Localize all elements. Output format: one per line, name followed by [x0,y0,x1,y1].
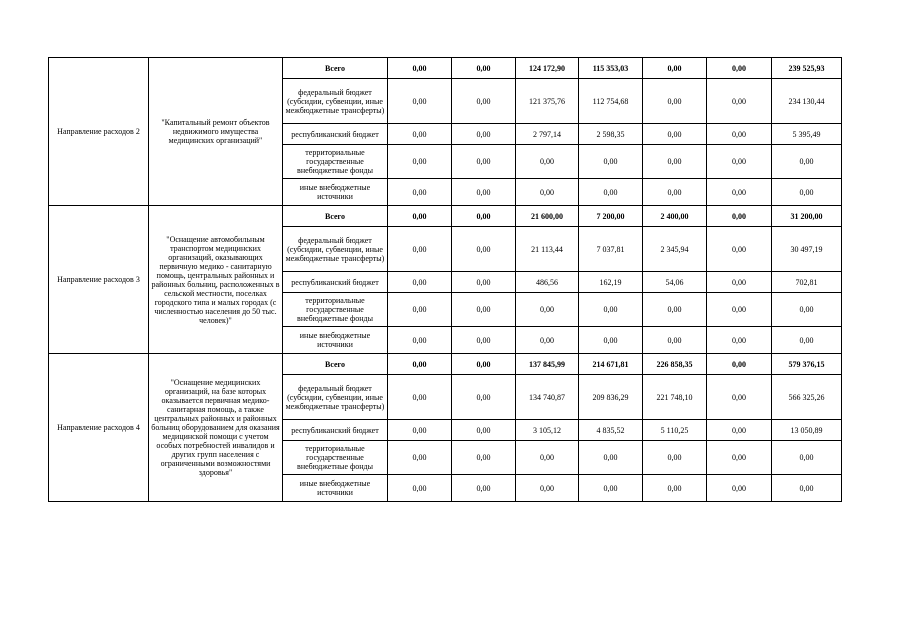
amount-cell: 0,00 [579,293,643,327]
amount-cell: 0,00 [452,145,516,179]
amount-cell: 0,00 [643,475,707,502]
amount-cell: 0,00 [643,293,707,327]
amount-cell: 0,00 [707,293,772,327]
amount-cell: 0,00 [643,327,707,354]
funding-source-cell: республиканский бюджет [283,272,388,293]
amount-cell: 2 400,00 [643,206,707,227]
amount-cell: 0,00 [388,293,452,327]
amount-cell: 137 845,99 [516,354,579,375]
amount-cell: 0,00 [452,327,516,354]
funding-source-cell: территориальные государственные внебюджетные фонды [283,441,388,475]
amount-cell: 0,00 [643,79,707,124]
funding-source-cell: федеральный бюджет (субсидии, субвенции, иные межбюджетные трансферты) [283,227,388,272]
amount-cell: 0,00 [388,227,452,272]
amount-cell: 579 376,15 [772,354,842,375]
amount-cell: 0,00 [388,79,452,124]
expense-description-cell: "Капитальный ремонт объектов недвижимого имущества медицинских организаций" [149,58,283,206]
amount-cell: 486,56 [516,272,579,293]
amount-cell: 0,00 [772,179,842,206]
amount-cell: 5 110,25 [643,420,707,441]
amount-cell: 0,00 [452,79,516,124]
funding-source-cell: Всего [283,206,388,227]
funding-source-cell: территориальные государственные внебюджетные фонды [283,145,388,179]
amount-cell: 0,00 [516,179,579,206]
amount-cell: 239 525,93 [772,58,842,79]
funding-source-cell: иные внебюджетные источники [283,475,388,502]
amount-cell: 0,00 [452,124,516,145]
amount-cell: 0,00 [707,124,772,145]
amount-cell: 0,00 [452,475,516,502]
amount-cell: 0,00 [772,293,842,327]
amount-cell: 0,00 [452,441,516,475]
amount-cell: 0,00 [707,354,772,375]
amount-cell: 221 748,10 [643,375,707,420]
amount-cell: 234 130,44 [772,79,842,124]
expense-description-cell: "Оснащение автомобильным транспортом медицинских организаций, оказывающих первичную медико - санитарную помощь, центральных районных и районных больниц, расположенных в сельской местности, поселках городского типа и малых городах (с численностью населения до 50 тыс. человек)" [149,206,283,354]
amount-cell: 0,00 [643,145,707,179]
table-row [49,354,842,375]
table-row [49,58,842,79]
amount-cell: 0,00 [707,475,772,502]
amount-cell: 0,00 [388,375,452,420]
funding-source-cell: федеральный бюджет (субсидии, субвенции, иные межбюджетные трансферты) [283,79,388,124]
amount-cell: 115 353,03 [579,58,643,79]
amount-cell: 4 835,52 [579,420,643,441]
amount-cell: 0,00 [707,420,772,441]
amount-cell: 0,00 [579,327,643,354]
amount-cell: 0,00 [452,420,516,441]
amount-cell: 0,00 [707,206,772,227]
budget-table [48,57,842,502]
amount-cell: 0,00 [707,179,772,206]
funding-source-cell: республиканский бюджет [283,420,388,441]
amount-cell: 0,00 [452,293,516,327]
amount-cell: 121 375,76 [516,79,579,124]
amount-cell: 0,00 [707,327,772,354]
amount-cell: 5 395,49 [772,124,842,145]
amount-cell: 13 050,89 [772,420,842,441]
amount-cell: 0,00 [643,441,707,475]
amount-cell: 0,00 [388,206,452,227]
amount-cell: 3 105,12 [516,420,579,441]
amount-cell: 702,81 [772,272,842,293]
funding-source-cell: Всего [283,354,388,375]
amount-cell: 0,00 [516,293,579,327]
amount-cell: 0,00 [388,124,452,145]
amount-cell: 0,00 [579,145,643,179]
amount-cell: 7 200,00 [579,206,643,227]
amount-cell: 0,00 [452,179,516,206]
funding-source-cell: иные внебюджетные источники [283,179,388,206]
funding-source-cell: федеральный бюджет (субсидии, субвенции, иные межбюджетные трансферты) [283,375,388,420]
amount-cell: 0,00 [388,179,452,206]
amount-cell: 0,00 [707,227,772,272]
amount-cell: 226 858,35 [643,354,707,375]
amount-cell: 0,00 [516,441,579,475]
funding-source-cell: Всего [283,58,388,79]
amount-cell: 0,00 [388,58,452,79]
expense-direction-cell: Направление расходов 4 [49,354,149,502]
amount-cell: 0,00 [388,354,452,375]
amount-cell: 30 497,19 [772,227,842,272]
amount-cell: 0,00 [707,441,772,475]
expense-direction-cell: Направление расходов 3 [49,206,149,354]
amount-cell: 0,00 [388,327,452,354]
amount-cell: 21 600,00 [516,206,579,227]
funding-source-cell: иные внебюджетные источники [283,327,388,354]
expense-description-cell: "Оснащение медицинских организаций, на базе которых оказывается первичная медико-санитарная помощь, а также центральных районных и районных больниц оборудованием для оказания медицинской помощи с учетом особых потребностей инвалидов и других групп населения с ограниченными возможностями здоровья" [149,354,283,502]
amount-cell: 2 345,94 [643,227,707,272]
amount-cell: 0,00 [707,79,772,124]
amount-cell: 7 037,81 [579,227,643,272]
funding-source-cell: республиканский бюджет [283,124,388,145]
amount-cell: 0,00 [579,179,643,206]
table-row [49,206,842,227]
amount-cell: 214 671,81 [579,354,643,375]
amount-cell: 0,00 [452,206,516,227]
amount-cell: 0,00 [772,441,842,475]
amount-cell: 0,00 [772,327,842,354]
amount-cell: 0,00 [452,272,516,293]
amount-cell: 0,00 [388,420,452,441]
amount-cell: 0,00 [452,227,516,272]
amount-cell: 54,06 [643,272,707,293]
expense-direction-cell: Направление расходов 2 [49,58,149,206]
amount-cell: 0,00 [643,124,707,145]
amount-cell: 0,00 [707,272,772,293]
amount-cell: 124 172,90 [516,58,579,79]
amount-cell: 0,00 [452,58,516,79]
amount-cell: 0,00 [772,475,842,502]
amount-cell: 0,00 [452,354,516,375]
amount-cell: 0,00 [388,145,452,179]
amount-cell: 0,00 [772,145,842,179]
amount-cell: 0,00 [388,441,452,475]
amount-cell: 0,00 [516,327,579,354]
amount-cell: 209 836,29 [579,375,643,420]
amount-cell: 0,00 [579,475,643,502]
amount-cell: 0,00 [388,475,452,502]
amount-cell: 0,00 [707,145,772,179]
amount-cell: 31 200,00 [772,206,842,227]
budget-document [48,57,842,502]
amount-cell: 0,00 [707,58,772,79]
amount-cell: 134 740,87 [516,375,579,420]
amount-cell: 112 754,68 [579,79,643,124]
amount-cell: 162,19 [579,272,643,293]
amount-cell: 2 598,35 [579,124,643,145]
amount-cell: 0,00 [707,375,772,420]
amount-cell: 0,00 [516,475,579,502]
amount-cell: 0,00 [643,179,707,206]
funding-source-cell: территориальные государственные внебюджетные фонды [283,293,388,327]
amount-cell: 0,00 [643,58,707,79]
amount-cell: 0,00 [516,145,579,179]
amount-cell: 2 797,14 [516,124,579,145]
amount-cell: 0,00 [452,375,516,420]
amount-cell: 0,00 [388,272,452,293]
amount-cell: 566 325,26 [772,375,842,420]
amount-cell: 0,00 [579,441,643,475]
amount-cell: 21 113,44 [516,227,579,272]
